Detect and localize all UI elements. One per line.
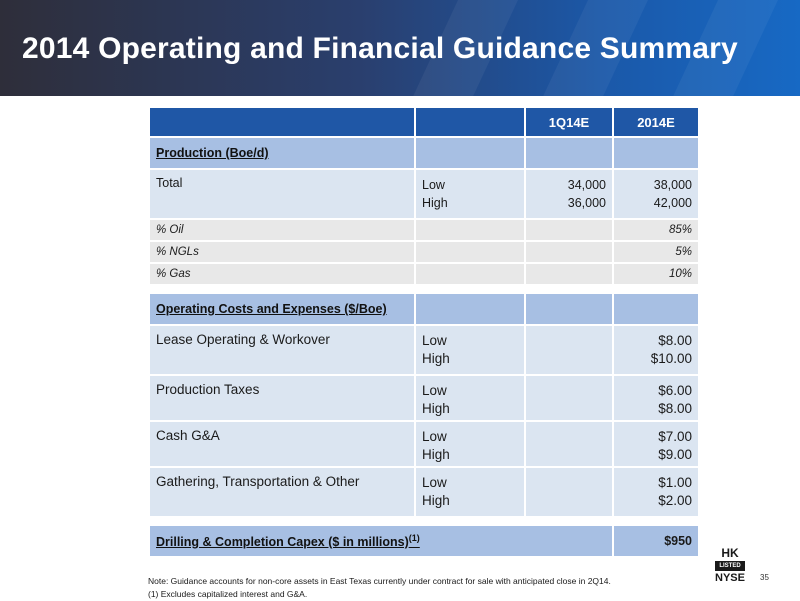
- row-label: Cash G&A: [149, 421, 415, 467]
- table-row: [149, 241, 699, 263]
- header-cell-range: [415, 107, 525, 137]
- row-2014e: 10%: [613, 263, 699, 285]
- row-label: Lease Operating & Workover: [149, 325, 415, 375]
- table-header-row: [149, 107, 699, 137]
- row-2014e: 38,000 42,000: [613, 169, 699, 219]
- capex-footnote-marker: (1): [408, 532, 420, 543]
- table-row: [149, 263, 699, 285]
- production-section-header: Production (Boe/d): [149, 137, 415, 169]
- note-line: (1) Excludes capitalized interest and G&A.: [148, 589, 308, 599]
- costs-section-header: Operating Costs and Expenses ($/Boe): [149, 293, 415, 325]
- footnotes: [148, 575, 611, 601]
- row-label: Production Taxes: [149, 375, 415, 421]
- row-2014e: 85%: [613, 219, 699, 241]
- row-range: Low High: [415, 421, 525, 467]
- header-cell-2014e: 2014E: [613, 107, 699, 137]
- table-row: [149, 169, 699, 219]
- row-label: Gathering, Transportation & Other: [149, 467, 415, 517]
- table-row: [149, 219, 699, 241]
- header-cell-label: [149, 107, 415, 137]
- page-number: 35: [760, 573, 769, 582]
- nyse-listed-logo: HK LISTED NYSE: [715, 546, 745, 584]
- guidance-table: [148, 106, 700, 558]
- row-2014e: $6.00 $8.00: [613, 375, 699, 421]
- row-label: % NGLs: [149, 241, 415, 263]
- row-2014e: 5%: [613, 241, 699, 263]
- costs-section-row: [149, 293, 699, 325]
- capex-label: Drilling & Completion Capex ($ in millions)$^{(1)}$: [149, 525, 613, 557]
- table-row: [149, 375, 699, 421]
- header-cell-1q14e: 1Q14E: [525, 107, 613, 137]
- row-label: % Oil: [149, 219, 415, 241]
- row-1q14e: 34,000 36,000: [525, 169, 613, 219]
- row-range: Low High: [415, 467, 525, 517]
- row-2014e: $8.00 $10.00: [613, 325, 699, 375]
- table-row: [149, 421, 699, 467]
- capex-row: [149, 525, 699, 557]
- capex-value: $950: [613, 525, 699, 557]
- note-line: Note: Guidance accounts for non-core assets in East Texas currently under contract for sale with anticipated close in 2Q14.: [148, 576, 611, 586]
- page-title: 2014 Operating and Financial Guidance Summary: [22, 32, 738, 65]
- row-2014e: $1.00 $2.00: [613, 467, 699, 517]
- title-banner: [0, 0, 800, 96]
- row-label: Total: [149, 169, 415, 219]
- production-section-row: [149, 137, 699, 169]
- table-row: [149, 467, 699, 517]
- row-range: Low High: [415, 169, 525, 219]
- row-range: Low High: [415, 325, 525, 375]
- table-row: [149, 325, 699, 375]
- row-2014e: $7.00 $9.00: [613, 421, 699, 467]
- row-label: % Gas: [149, 263, 415, 285]
- row-range: Low High: [415, 375, 525, 421]
